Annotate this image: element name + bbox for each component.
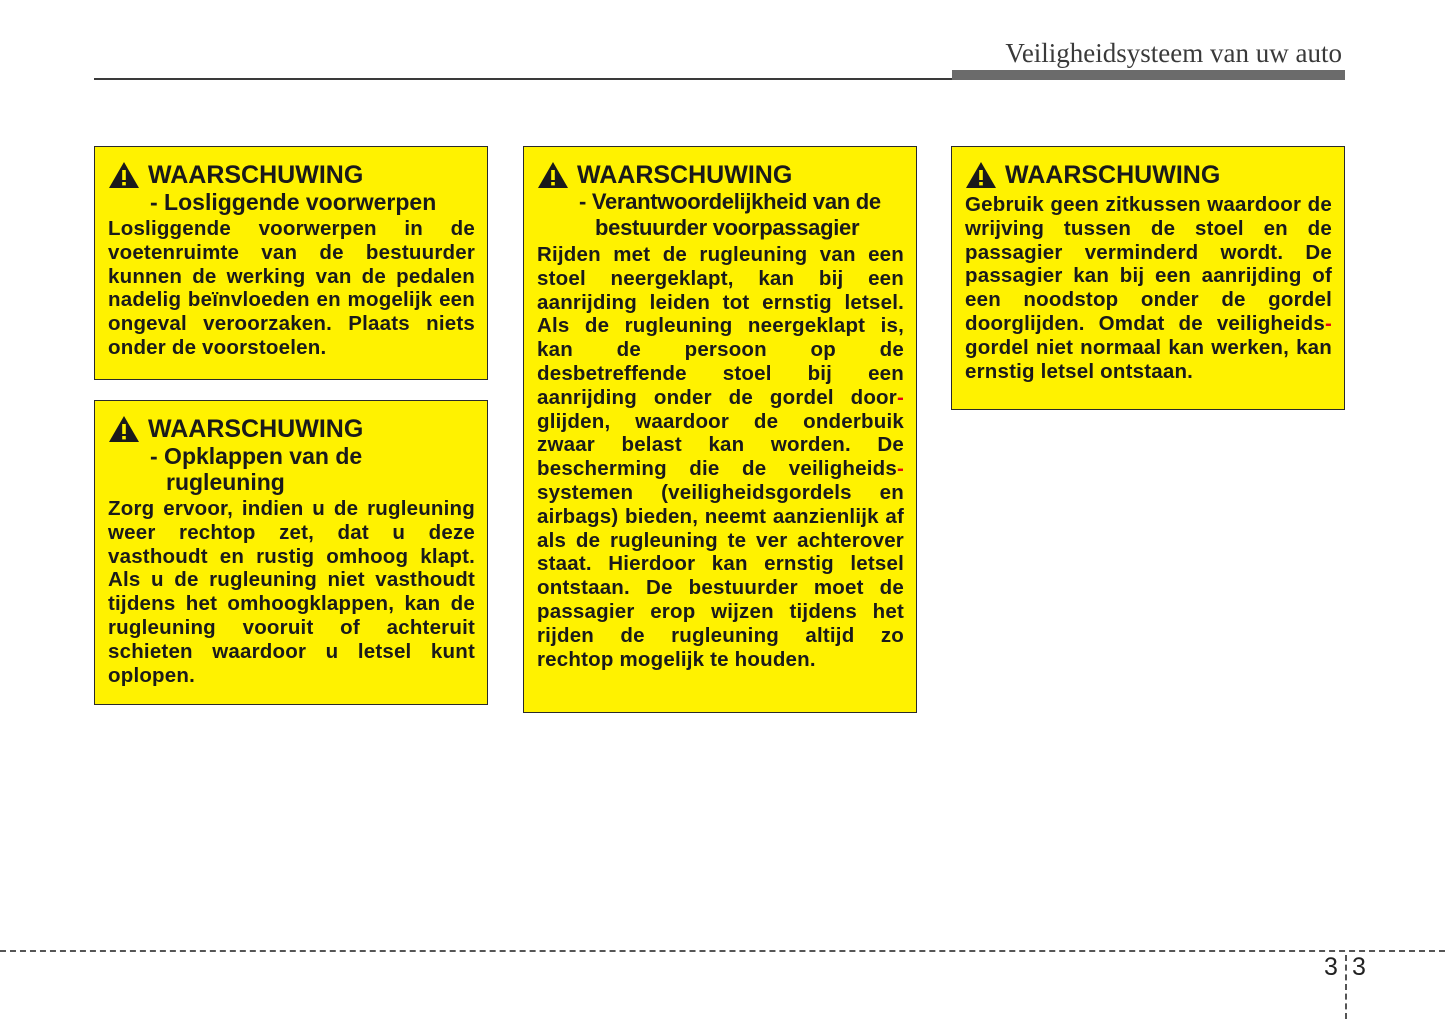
warning-title [537, 161, 904, 189]
warning-body-part: gordel niet normaal kan werken, kan ernstig letsel ontstaan. [965, 335, 1332, 383]
page-number: 3 [1352, 953, 1366, 981]
warning-subtitle-line: - Losliggende voorwerpen [150, 189, 437, 215]
warning-body: Losliggende voorwerpen in de voetenruimte van de bestuurder kunnen de werking van de pedalen nadelig beïnvloeden en mogelijk een ongeval veroorzaken. Plaats niets onder de voorstoelen. [108, 217, 475, 359]
warning-body-part: Gebruik geen zitkussen waardoor de wrijving tussen de stoel en de passagier verminderd wordt. De passagier kan bij een aanrijding of een noodstop onder de gordel doorglijden. Omdat de veiligheids [965, 193, 1332, 335]
warning-box-seat-cushion [951, 146, 1345, 410]
footer-dashed-divider [1345, 955, 1347, 1019]
warning-subtitle-line: bestuurder voorpassagier [595, 215, 860, 240]
header-bar [952, 70, 1345, 80]
warning-title [108, 161, 475, 189]
warning-title-text: WAARSCHUWING [148, 161, 364, 189]
warning-title-text: WAARSCHUWING [148, 415, 364, 443]
warning-subtitle-line: rugleuning [166, 469, 285, 495]
warning-body-part: glijden, waardoor de onderbuik zwaar belast kan worden. De bescherming die de veiligheids [537, 409, 904, 481]
warning-title-text: WAARSCHUWING [577, 161, 793, 189]
warning-box-driver-responsibility [523, 146, 917, 713]
warning-body [537, 243, 904, 671]
warning-subtitle [537, 189, 904, 241]
soft-hyphen-mark: - [896, 457, 904, 481]
soft-hyphen-mark: - [896, 385, 904, 409]
warning-subtitle-line: - Verantwoordelijkheid van de [579, 189, 881, 214]
header-rule [94, 78, 952, 80]
footer-dashed-rule [0, 950, 1445, 952]
warning-triangle-icon [108, 415, 140, 443]
warning-title [965, 161, 1332, 189]
warning-triangle-icon [108, 161, 140, 189]
warning-triangle-icon [965, 161, 997, 189]
warning-body-part: Rijden met de rugleuning van een stoel neergeklapt, kan bij een aanrijding leiden tot ernstig letsel. Als de rugleuning neergeklapt is, kan de persoon op de desbetreffende stoel bij een aanrijding onder de gordel door [537, 243, 904, 409]
warning-body [965, 193, 1332, 383]
warning-title [108, 415, 475, 443]
warning-subtitle [108, 189, 475, 215]
warning-body-part: systemen (veiligheidsgordels en airbags) bieden, neemt aanzienlijk af als de rugleuning te ver achterover staat. Hierdoor kan ernstig letsel ontstaan. De bestuurder moet de passagier erop wijzen tijdens het rijden de rugleuning altijd zo rechtop mogelijk te houden. [537, 480, 904, 671]
warning-triangle-icon [537, 161, 569, 189]
warning-box-loose-objects [94, 146, 488, 380]
warning-subtitle [108, 443, 475, 495]
page-header-title: Veiligheidsysteem van uw auto [1005, 38, 1342, 68]
warning-subtitle-line: - Opklappen van de [150, 443, 363, 469]
chapter-number: 3 [1324, 953, 1338, 981]
soft-hyphen-mark: - [1324, 311, 1332, 335]
warning-body: Zorg ervoor, indien u de rugleuning weer rechtop zet, dat u deze vasthoudt en rustig omhoog klapt. Als u de rugleuning niet vasthoudt tijdens het omhoogklappen, kan de rugleuning vooruit of achteruit schieten waardoor u letsel kunt oplopen. [108, 497, 475, 687]
warning-box-folding-backrest [94, 400, 488, 705]
warning-title-text: WAARSCHUWING [1005, 161, 1221, 189]
